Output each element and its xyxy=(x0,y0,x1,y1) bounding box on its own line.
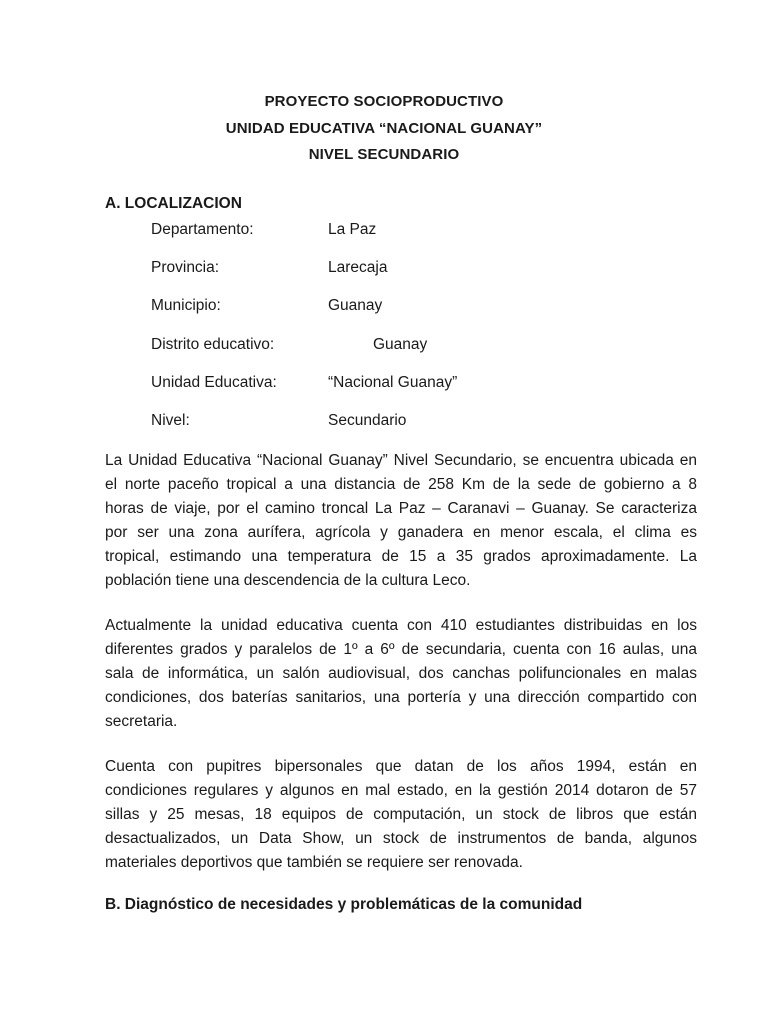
paragraph-line: sala de informática, un salón audiovisual, dos canchas polifuncionales en malas xyxy=(105,665,697,682)
paragraph-line: Cuenta con pupitres bipersonales que datan de los años 1994, están en xyxy=(105,758,697,775)
document-subtitle-level: NIVEL SECUNDARIO xyxy=(308,146,460,163)
paragraph-line: diferentes grados y paralelos de 1º a 6º de secundaria, cuenta con 16 aulas, una xyxy=(105,641,697,658)
paragraph-localizacion xyxy=(105,449,697,593)
paragraph-line: Actualmente la unidad educativa cuenta con 410 estudiantes distribuidas en los xyxy=(105,617,697,634)
paragraph-equipamiento xyxy=(105,755,697,875)
document-title: PROYECTO SOCIOPRODUCTIVO xyxy=(264,93,504,110)
field-label-distrito: Distrito educativo: xyxy=(151,336,275,353)
paragraph-line: horas de viaje, por el camino troncal La Paz – Caranavi – Guanay. Se caracteriza xyxy=(105,500,697,517)
document-subtitle-school: UNIDAD EDUCATIVA “NACIONAL GUANAY” xyxy=(225,120,543,137)
section-a-heading: A. LOCALIZACION xyxy=(105,195,242,212)
paragraph-line: el norte paceño tropical a una distancia de 258 Km de la sede de gobierno a 8 xyxy=(105,476,697,493)
field-label-provincia: Provincia: xyxy=(151,259,220,276)
field-label-municipio: Municipio: xyxy=(151,297,221,314)
field-value-departamento: La Paz xyxy=(328,221,377,238)
field-value-provincia: Larecaja xyxy=(328,259,388,276)
paragraph-line: sillas y 25 mesas, 18 equipos de computación, un stock de libros que están xyxy=(105,806,697,823)
paragraph-line: condiciones, dos baterías sanitarios, una portería y una dirección compartido con xyxy=(105,689,697,706)
field-value-nivel: Secundario xyxy=(328,412,407,429)
paragraph-line: La Unidad Educativa “Nacional Guanay” Nivel Secundario, se encuentra ubicada en xyxy=(105,452,697,469)
paragraph-line: por ser una zona aurífera, agrícola y ganadera en menor escala, el clima es xyxy=(105,524,697,541)
paragraph-line: secretaria. xyxy=(105,713,178,730)
field-label-nivel: Nivel: xyxy=(151,412,190,429)
paragraph-line: tropical, estimando una temperatura de 15 a 35 grados aproximadamente. La xyxy=(105,548,697,565)
field-value-distrito: Guanay xyxy=(373,336,428,353)
field-value-municipio: Guanay xyxy=(328,297,383,314)
paragraph-line: población tiene una descendencia de la cultura Leco. xyxy=(105,572,471,589)
paragraph-line: condiciones regulares y algunos en mal estado, en la gestión 2014 dotaron de 57 xyxy=(105,782,697,799)
paragraph-infraestructura xyxy=(105,614,697,734)
paragraph-line: materiales deportivos que también se requiere ser renovada. xyxy=(105,854,523,871)
section-b-heading: B. Diagnóstico de necesidades y problemáticas de la comunidad xyxy=(105,896,583,913)
paragraph-line: desactualizados, un Data Show, un stock de instrumentos de banda, algunos xyxy=(105,830,697,847)
field-label-unidad-educativa: Unidad Educativa: xyxy=(151,374,277,391)
field-value-unidad-educativa: “Nacional Guanay” xyxy=(328,374,458,391)
field-label-departamento: Departamento: xyxy=(151,221,254,238)
